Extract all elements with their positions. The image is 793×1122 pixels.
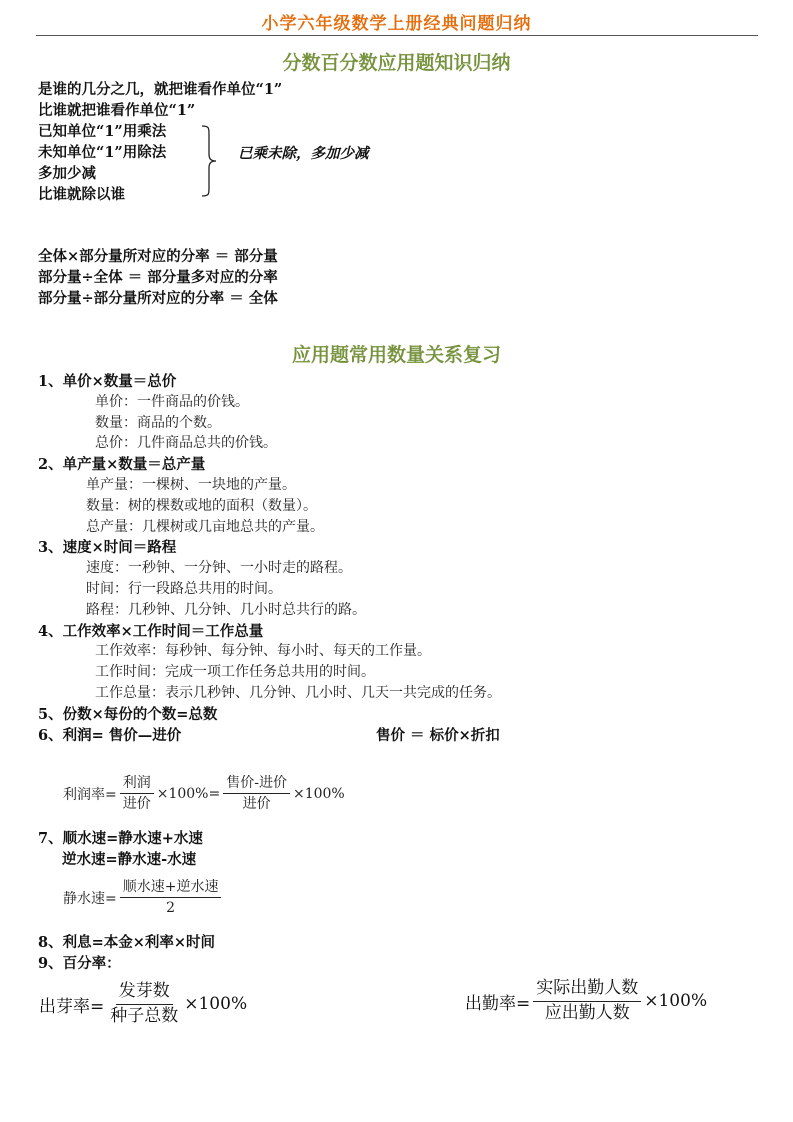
item-4-line: 工作时间：完成一项工作任务总共用的时间。 xyxy=(95,664,375,680)
rule-more-less: 多加少减 xyxy=(38,165,96,182)
fraction xyxy=(120,879,222,916)
item-1-line: 单价：一件商品的价钱。 xyxy=(95,394,249,410)
item-2-line: 数量：树的棵数或地的面积（数量）。 xyxy=(86,498,317,514)
item-4-line: 工作总量：表示几秒钟、几分钟、几小时、几天一共完成的任务。 xyxy=(95,685,501,701)
item-5-title: 5、份数×每份的个数=总数 xyxy=(38,706,218,723)
fraction xyxy=(107,982,181,1026)
header-rule xyxy=(36,35,758,36)
mnemonic: 已乘未除，多加少减 xyxy=(238,145,369,162)
item-1-line: 总价：几件商品总共的价钱。 xyxy=(95,435,277,451)
item-3-line: 时间：行一段路总共用的时间。 xyxy=(86,581,282,597)
item-8-title: 8、利息=本金×利率×时间 xyxy=(38,934,216,951)
fraction xyxy=(223,775,290,812)
item-2-line: 单产量：一棵树、一块地的产量。 xyxy=(86,477,296,493)
item-2-line: 总产量：几棵树或几亩地总共的产量。 xyxy=(86,519,324,535)
item-6-sale-price: 售价 ＝ 标价×折扣 xyxy=(376,727,500,744)
item-2-title: 2、单产量×数量＝总产量 xyxy=(38,456,206,473)
section-title-relations: 应用题常用数量关系复习 xyxy=(291,344,501,366)
rule-unit-2: 比谁就把谁看作单位“1” xyxy=(38,102,196,119)
part-rule-3: 部分量÷部分量所对应的分率 ＝ 全体 xyxy=(38,290,278,307)
item-7-title: 7、顺水速=静水速+水速 xyxy=(38,830,203,847)
formula-still-water-speed xyxy=(63,879,224,916)
formula-label: 出勤率= xyxy=(465,993,531,1014)
section-title-fraction: 分数百分数应用题知识归纳 xyxy=(282,52,511,74)
fraction xyxy=(120,775,154,812)
denominator: 种子总数 xyxy=(110,1005,179,1026)
brace-icon xyxy=(200,124,218,198)
numerator: 售价-进价 xyxy=(223,775,290,794)
item-3-title: 3、速度×时间＝路程 xyxy=(38,539,177,556)
formula-operator: ×100%= xyxy=(156,785,221,802)
item-6-title: 6、利润= 售价—进价 xyxy=(38,727,182,744)
denominator: 2 xyxy=(166,900,176,917)
item-4-title: 4、工作效率×工作时间＝工作总量 xyxy=(38,623,264,640)
formula-germination-rate xyxy=(39,982,247,1026)
denominator: 进价 xyxy=(122,796,151,813)
item-7-line-2: 逆水速=静水速-水速 xyxy=(62,851,197,868)
denominator: 进价 xyxy=(242,796,271,813)
formula-label: 出芽率= xyxy=(39,996,105,1017)
formula-tail: ×100% xyxy=(292,785,345,802)
fraction xyxy=(533,979,641,1023)
formula-label: 静水速= xyxy=(63,890,117,907)
rule-known: 已知单位“1”用乘法 xyxy=(38,123,167,140)
formula-tail: ×100% xyxy=(184,994,248,1015)
item-1-line: 数量：商品的个数。 xyxy=(95,415,221,431)
rule-compare: 比谁就除以谁 xyxy=(38,186,125,203)
formula-tail: ×100% xyxy=(644,991,708,1012)
numerator: 利润 xyxy=(120,775,154,794)
part-rule-2: 部分量÷全体 ＝ 部分量多对应的分率 xyxy=(38,269,278,286)
numerator: 实际出勤人数 xyxy=(533,979,641,1002)
numerator: 发芽数 xyxy=(116,982,173,1005)
item-3-line: 速度：一秒钟、一分钟、一小时走的路程。 xyxy=(86,560,352,576)
item-4-line: 工作效率：每秒钟、每分钟、每小时、每天的工作量。 xyxy=(95,643,431,659)
numerator: 顺水速+逆水速 xyxy=(120,879,222,898)
rule-unknown: 未知单位“1”用除法 xyxy=(38,144,167,161)
item-1-title: 1、单价×数量＝总价 xyxy=(38,373,177,390)
rule-unit-1: 是谁的几分之几，就把谁看作单位“1” xyxy=(38,81,283,98)
denominator: 应出勤人数 xyxy=(544,1002,630,1023)
formula-label: 利润率= xyxy=(63,786,117,803)
part-rule-1: 全体×部分量所对应的分率 ＝ 部分量 xyxy=(38,248,278,265)
item-3-line: 路程：几秒钟、几分钟、几小时总共行的路。 xyxy=(86,602,366,618)
item-9-title: 9、百分率： xyxy=(38,955,121,972)
formula-profit-rate xyxy=(63,775,345,812)
formula-attendance-rate xyxy=(465,979,707,1023)
header-title: 小学六年级数学上册经典问题归纳 xyxy=(261,14,532,34)
